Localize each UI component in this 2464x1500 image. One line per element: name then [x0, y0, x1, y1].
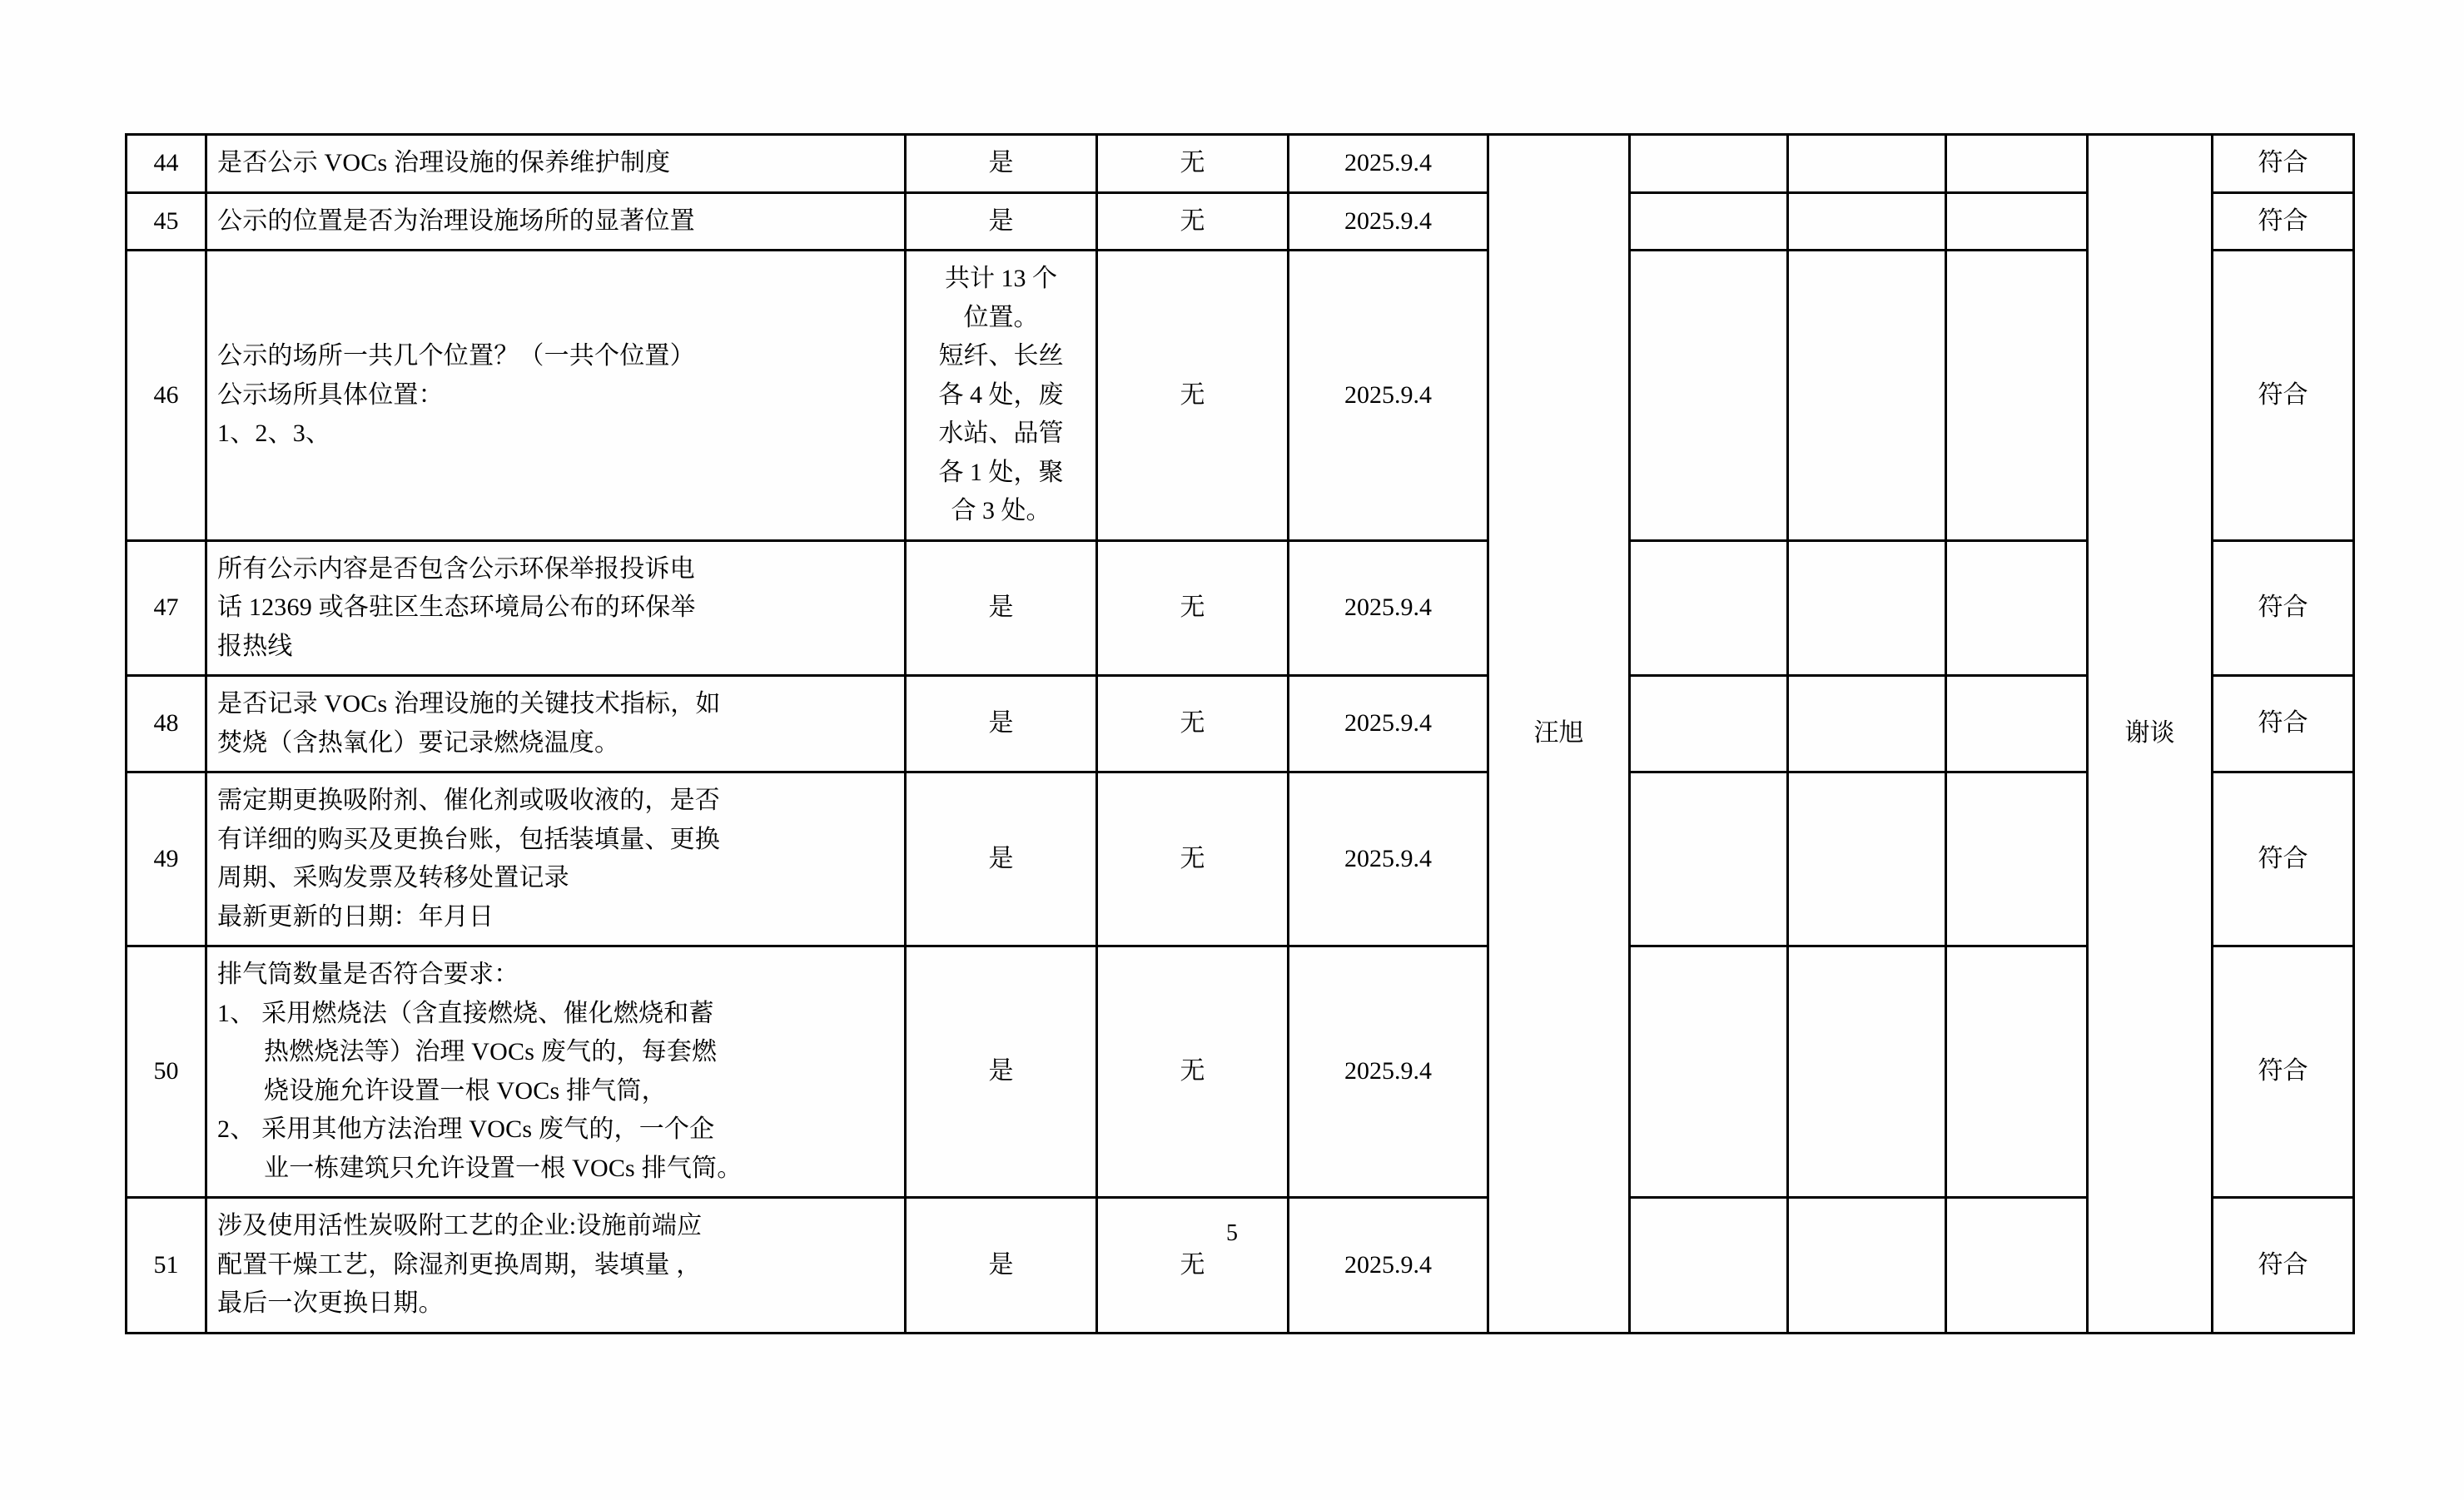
- item-line: 1、2、3、: [217, 420, 331, 447]
- row-col-g: [1946, 135, 2088, 193]
- row-col-b: 无: [1097, 192, 1289, 251]
- row-number: 49: [127, 772, 206, 946]
- row-col-a: [906, 251, 1097, 541]
- row-col-c: 2025.9.4: [1289, 192, 1488, 251]
- row-col-e: [1630, 772, 1788, 946]
- table-row: [127, 251, 2354, 541]
- item-line: 所有公示内容是否包含公示环保举报投诉电: [217, 554, 695, 583]
- row-col-f: [1788, 676, 1946, 772]
- row-col-b: 无: [1097, 946, 1289, 1198]
- row-result: 符合: [2213, 1198, 2354, 1334]
- row-col-f: [1788, 1198, 1946, 1334]
- row-number: 47: [127, 540, 206, 676]
- row-col-g: [1946, 192, 2088, 251]
- row-col-g: [1946, 676, 2088, 772]
- col-a-line: 水站、品管: [938, 420, 1064, 447]
- item-line: 最新更新的日期：年月日: [217, 902, 494, 931]
- row-col-f: [1788, 251, 1946, 541]
- col-a-line: 各 1 处，聚: [938, 458, 1064, 486]
- row-item-text: [206, 676, 906, 772]
- col-a-line: 短纤、长丝: [938, 342, 1064, 370]
- row-col-b: 无: [1097, 135, 1289, 193]
- row-col-b: 无: [1097, 676, 1289, 772]
- row-number: 51: [127, 1198, 206, 1334]
- col-a-line: 位置。: [963, 303, 1039, 331]
- row-result: 符合: [2213, 676, 2354, 772]
- row-col-b: 无: [1097, 540, 1289, 676]
- row-col-c: 2025.9.4: [1289, 772, 1488, 946]
- row-item-text: [206, 192, 906, 251]
- page-number: 5: [1226, 1220, 1238, 1246]
- row-col-c: 2025.9.4: [1289, 1198, 1488, 1334]
- row-number: 48: [127, 676, 206, 772]
- item-line: 热燃烧法等）治理 VOCs 废气的，每套燃: [264, 1038, 718, 1065]
- row-col-c: 2025.9.4: [1289, 676, 1488, 772]
- row-col-b: 无: [1097, 772, 1289, 946]
- item-line: 最后一次更换日期。: [217, 1289, 444, 1317]
- item-line: 排气筒数量是否符合要求：: [217, 961, 519, 988]
- row-col-e: [1630, 251, 1788, 541]
- row-col-e: [1630, 192, 1788, 251]
- item-line: 2、 采用其他方法治理 VOCs 废气的，一个企: [217, 1115, 715, 1143]
- row-col-a: 是: [906, 1198, 1097, 1334]
- item-line: 烧设施允许设置一根 VOCs 排气筒，: [264, 1076, 667, 1105]
- row-number: 50: [127, 946, 206, 1198]
- row-col-a: 是: [906, 135, 1097, 193]
- row-col-g: [1946, 540, 2088, 676]
- row-col-e: [1630, 135, 1788, 193]
- row-col-f: [1788, 192, 1946, 251]
- item-line: 有详细的购买及更换台账，包括装填量、更换: [217, 825, 720, 853]
- item-line: 话 12369 或各驻区生态环境局公布的环保举: [217, 594, 696, 621]
- table-row: [127, 676, 2354, 772]
- item-line: 是否记录 VOCs 治理设施的关键技术指标，如: [217, 690, 721, 718]
- inspection-checklist-table: [125, 133, 2355, 1334]
- row-col-f: [1788, 946, 1946, 1198]
- item-line: 涉及使用活性炭吸附工艺的企业:设施前端应: [217, 1212, 703, 1239]
- row-col-a: 是: [906, 946, 1097, 1198]
- row-col-g: [1946, 946, 2088, 1198]
- row-number: 46: [127, 251, 206, 541]
- row-col-a: 是: [906, 772, 1097, 946]
- row-item-text: [206, 135, 906, 193]
- item-line: 业一栋建筑只允许设置一根 VOCs 排气筒。: [264, 1154, 743, 1182]
- row-item-text: [206, 946, 906, 1198]
- row-col-f: [1788, 772, 1946, 946]
- row-col-g: [1946, 772, 2088, 946]
- col-a-line: 合 3 处。: [951, 497, 1051, 524]
- table-row: [127, 192, 2354, 251]
- table-row: [127, 946, 2354, 1198]
- item-line: 周期、采购发票及转移处置记录: [217, 864, 569, 892]
- item-line: 1、 采用燃烧法（含直接燃烧、催化燃烧和蓄: [217, 999, 714, 1027]
- row-number: 45: [127, 192, 206, 251]
- item-line: 报热线: [217, 632, 293, 660]
- row-col-b: 无: [1097, 1198, 1289, 1334]
- table-row: [127, 772, 2354, 946]
- row-col-f: [1788, 540, 1946, 676]
- row-item-text: [206, 540, 906, 676]
- row-item-text: [206, 772, 906, 946]
- item-line: 焚烧（含热氧化）要记录燃烧温度。: [217, 728, 620, 757]
- row-col-b: 无: [1097, 251, 1289, 541]
- row-col-e: [1630, 676, 1788, 772]
- item-line: 是否公示 VOCs 治理设施的保养维护制度: [217, 149, 671, 176]
- table-row: [127, 135, 2354, 193]
- recorder-name-cell: 谢谈: [2088, 135, 2213, 1334]
- row-col-a: 是: [906, 540, 1097, 676]
- row-col-a: 是: [906, 676, 1097, 772]
- row-col-e: [1630, 540, 1788, 676]
- row-col-a: 是: [906, 192, 1097, 251]
- row-result: 符合: [2213, 772, 2354, 946]
- table-row: [127, 540, 2354, 676]
- row-result: 符合: [2213, 135, 2354, 193]
- item-line: 公示场所具体位置：: [217, 380, 444, 409]
- row-col-g: [1946, 1198, 2088, 1334]
- row-number: 44: [127, 135, 206, 193]
- row-item-text: [206, 251, 906, 541]
- row-result: 符合: [2213, 946, 2354, 1198]
- row-col-e: [1630, 946, 1788, 1198]
- row-result: 符合: [2213, 192, 2354, 251]
- item-line: 公示的位置是否为治理设施场所的显著位置: [217, 206, 695, 235]
- row-col-f: [1788, 135, 1946, 193]
- item-line: 配置干燥工艺，除湿剂更换周期，装填量 ，: [217, 1250, 702, 1279]
- row-col-c: 2025.9.4: [1289, 251, 1488, 541]
- col-a-line: 各 4 处，废: [938, 380, 1064, 409]
- checklist-sheet: [125, 133, 2352, 1334]
- row-result: 符合: [2213, 540, 2354, 676]
- row-col-e: [1630, 1198, 1788, 1334]
- row-col-c: 2025.9.4: [1289, 135, 1488, 193]
- row-col-c: 2025.9.4: [1289, 946, 1488, 1198]
- item-line: 需定期更换吸附剂、催化剂或吸收液的，是否: [217, 787, 720, 814]
- row-item-text: [206, 1198, 906, 1334]
- item-line: 公示的场所一共几个位置？（一共个位置）: [217, 342, 695, 370]
- col-a-line: 共计 13 个: [945, 265, 1057, 292]
- row-col-g: [1946, 251, 2088, 541]
- row-col-c: 2025.9.4: [1289, 540, 1488, 676]
- inspector-name-cell: 汪旭: [1488, 135, 1630, 1334]
- table-row: [127, 1198, 2354, 1334]
- row-result: 符合: [2213, 251, 2354, 541]
